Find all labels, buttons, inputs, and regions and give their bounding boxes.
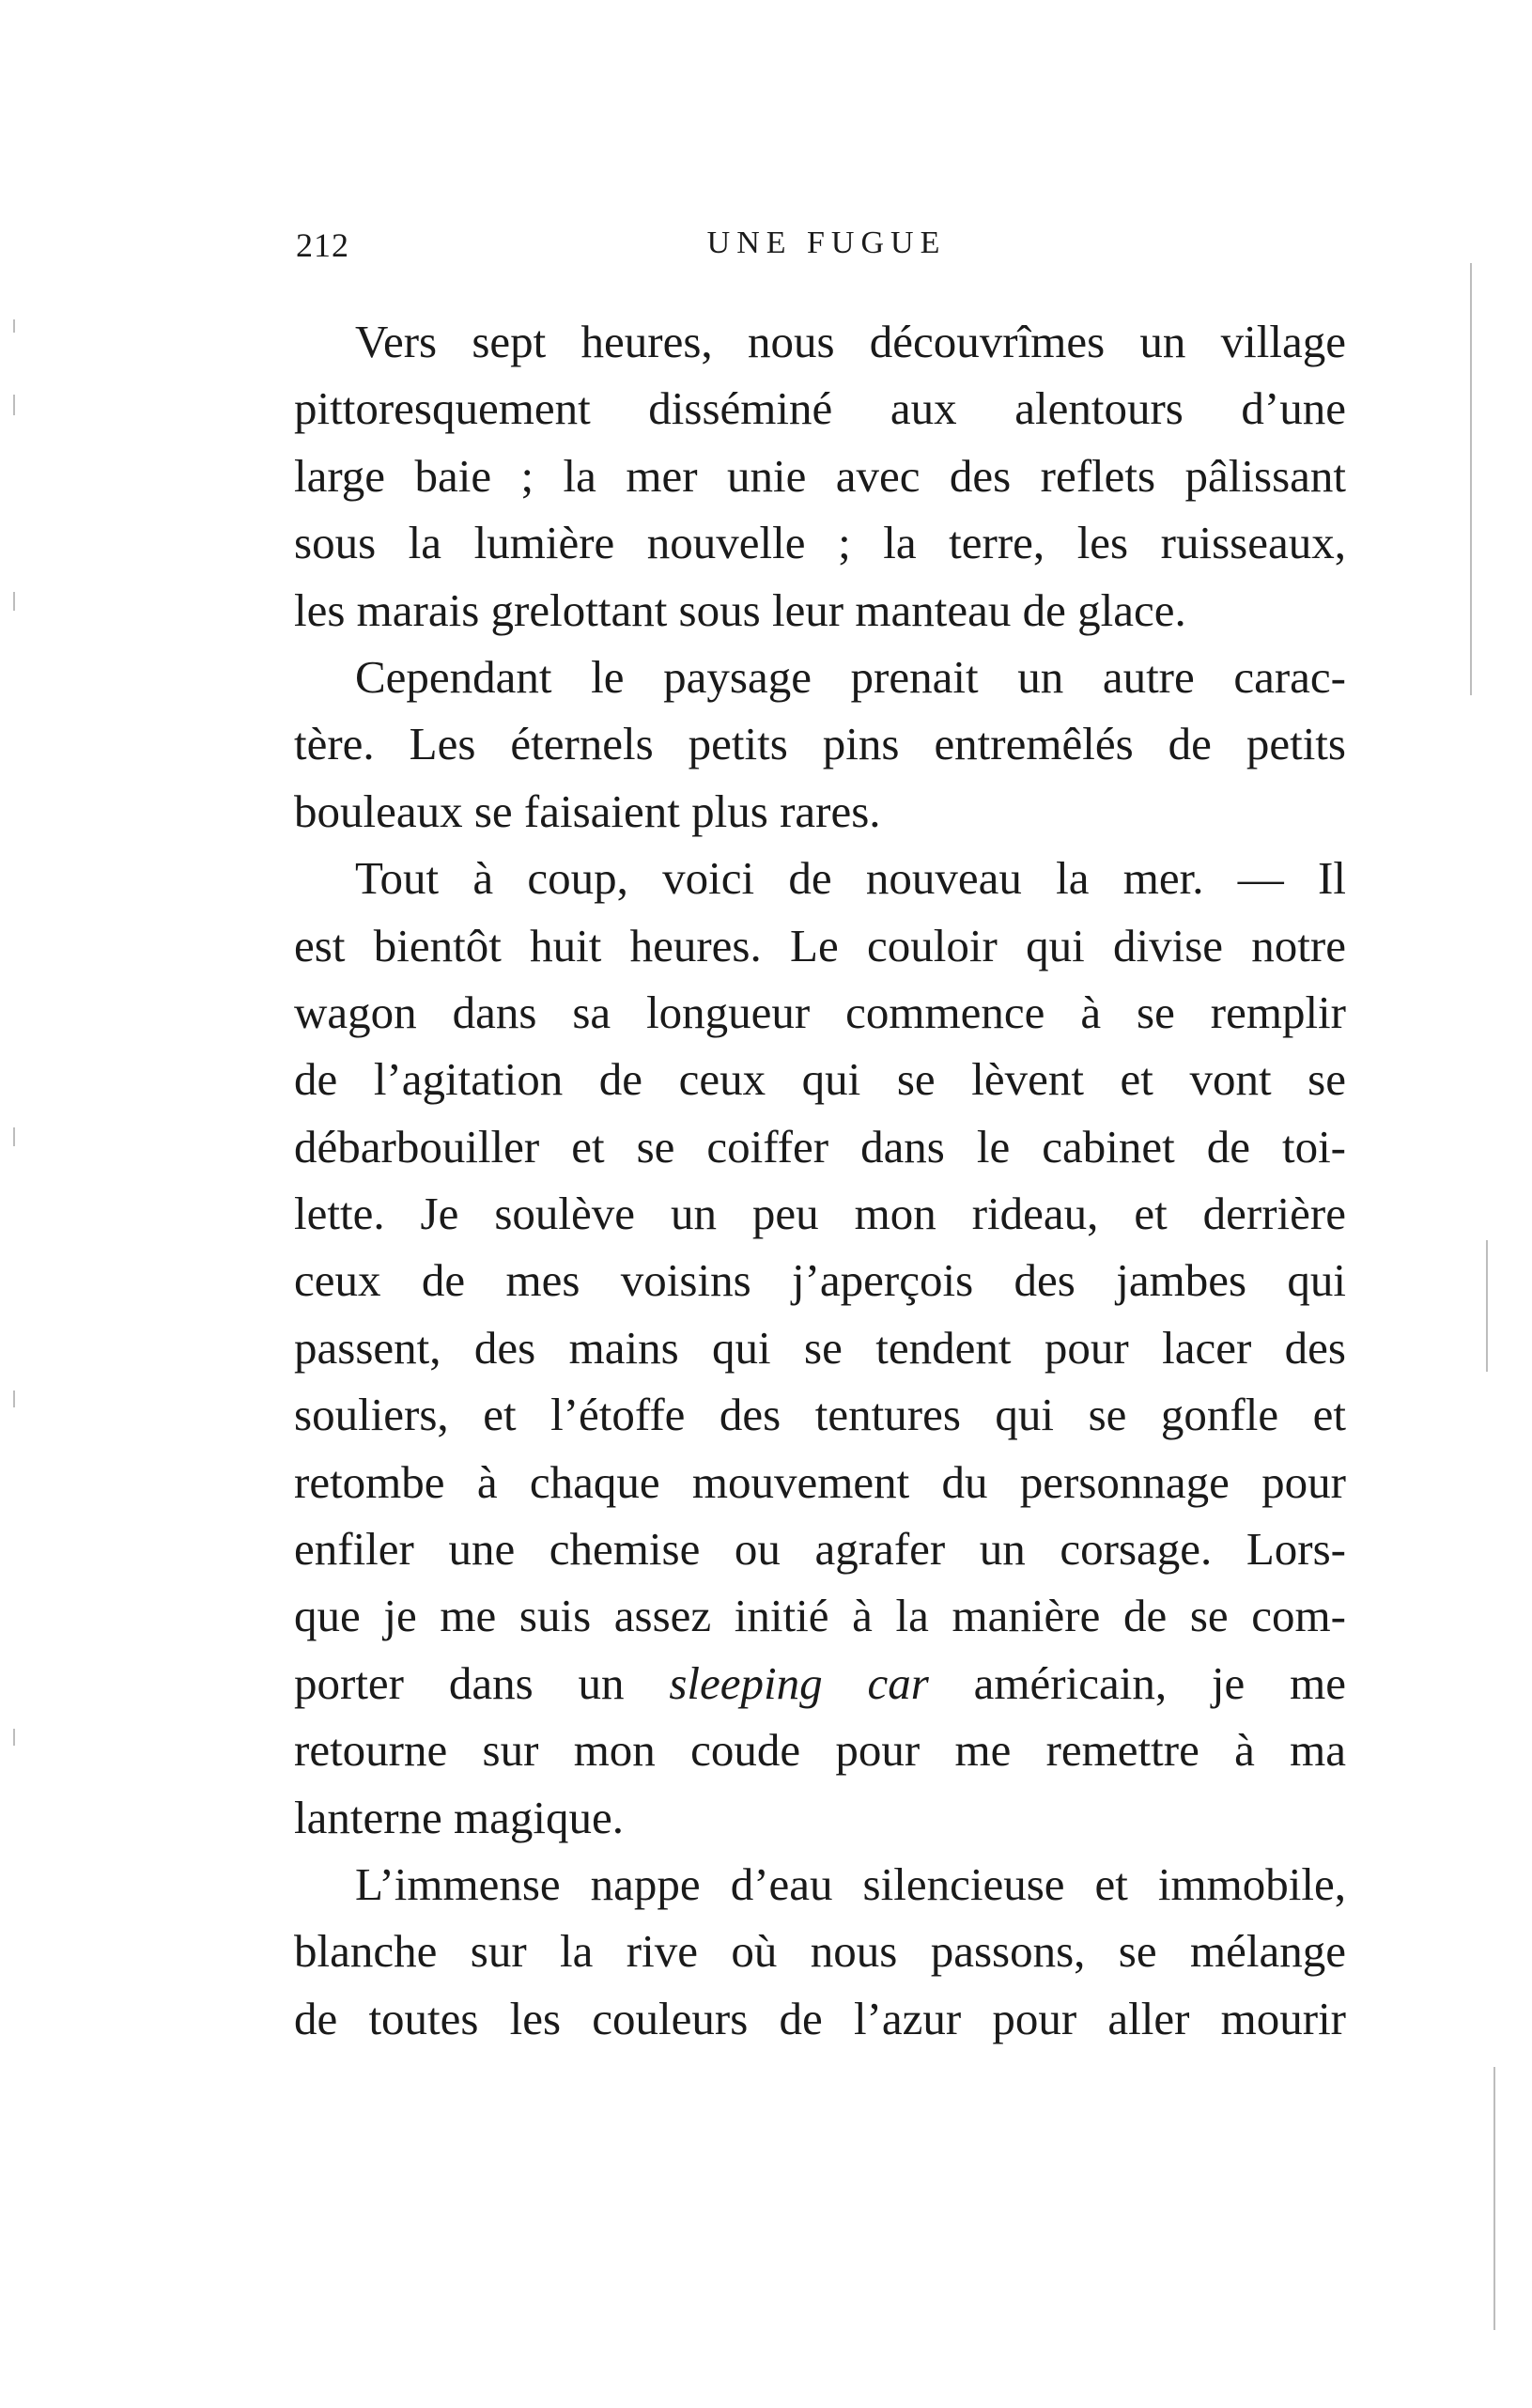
text-line: ceux de mes voisins j’aperçois des jambes qui xyxy=(294,1254,1346,1307)
text-line: enfiler une chemise ou agrafer un corsage. Lors- xyxy=(294,1523,1346,1576)
text-line: passent, des mains qui se tendent pour lacer des xyxy=(294,1321,1346,1374)
text-line: pittoresquement disséminé aux alentours d’une xyxy=(294,382,1346,435)
text-line: tère. Les éternels petits pins entremêlés de petits xyxy=(294,718,1346,770)
text-line: bouleaux se faisaient plus rares. xyxy=(294,785,881,837)
text-line: lette. Je soulève un peu mon rideau, et derrière xyxy=(294,1188,1346,1240)
text-line xyxy=(294,1650,1346,1717)
text-line: souliers, et l’étoffe des tentures qui se gonfle et xyxy=(294,1389,1346,1441)
text-line: retombe à chaque mouvement du personnage pour xyxy=(294,1455,1346,1508)
margin-mark xyxy=(13,395,15,415)
running-head xyxy=(296,225,1357,263)
text-line: sous la lumière nouvelle ; la terre, les ruisseaux, xyxy=(294,517,1346,569)
margin-mark xyxy=(13,1729,15,1746)
text-line: lanterne magique. xyxy=(294,1791,625,1843)
margin-mark xyxy=(1470,263,1472,695)
text-line: est bientôt huit heures. Le couloir qui divise notre xyxy=(294,919,1346,971)
margin-mark xyxy=(13,1127,15,1146)
text-line: que je me suis assez initié à la manière de se com- xyxy=(294,1590,1346,1642)
italic-phrase: sleeping car xyxy=(669,1656,929,1709)
text-line: les marais grelottant sous leur manteau de glace. xyxy=(294,583,1186,636)
text-line: large baie ; la mer unie avec des reflets pâlissant xyxy=(294,449,1346,502)
text-line: Tout à coup, voici de nouveau la mer. — Il xyxy=(355,852,1346,905)
text-line: blanche sur la rive où nous passons, se mélange xyxy=(294,1925,1346,1978)
text-line: débarbouiller et se coiffer dans le cabinet de toi- xyxy=(294,1120,1346,1173)
text-line: Cependant le paysage prenait un autre carac- xyxy=(355,650,1346,703)
body-text xyxy=(294,308,1346,2052)
margin-mark xyxy=(1493,2067,1495,2330)
margin-mark xyxy=(13,319,15,333)
margin-mark xyxy=(13,1390,15,1407)
text-line: retourne sur mon coude pour me remettre à ma xyxy=(294,1724,1346,1777)
margin-mark xyxy=(1486,1240,1488,1372)
page-number: 212 xyxy=(296,226,349,264)
text-segment: américain, je me xyxy=(928,1656,1346,1709)
text-line: de l’agitation de ceux qui se lèvent et vont se xyxy=(294,1053,1346,1106)
text-segment: porter dans un xyxy=(294,1656,670,1709)
running-title: UNE FUGUE xyxy=(706,225,947,260)
text-line: de toutes les couleurs de l’azur pour aller mourir xyxy=(294,1992,1346,2044)
text-line: L’immense nappe d’eau silencieuse et immobile, xyxy=(355,1857,1346,1910)
text-line: wagon dans sa longueur commence à se remplir xyxy=(294,986,1346,1038)
text-line: Vers sept heures, nous découvrîmes un village xyxy=(355,316,1346,367)
margin-mark xyxy=(13,592,15,611)
